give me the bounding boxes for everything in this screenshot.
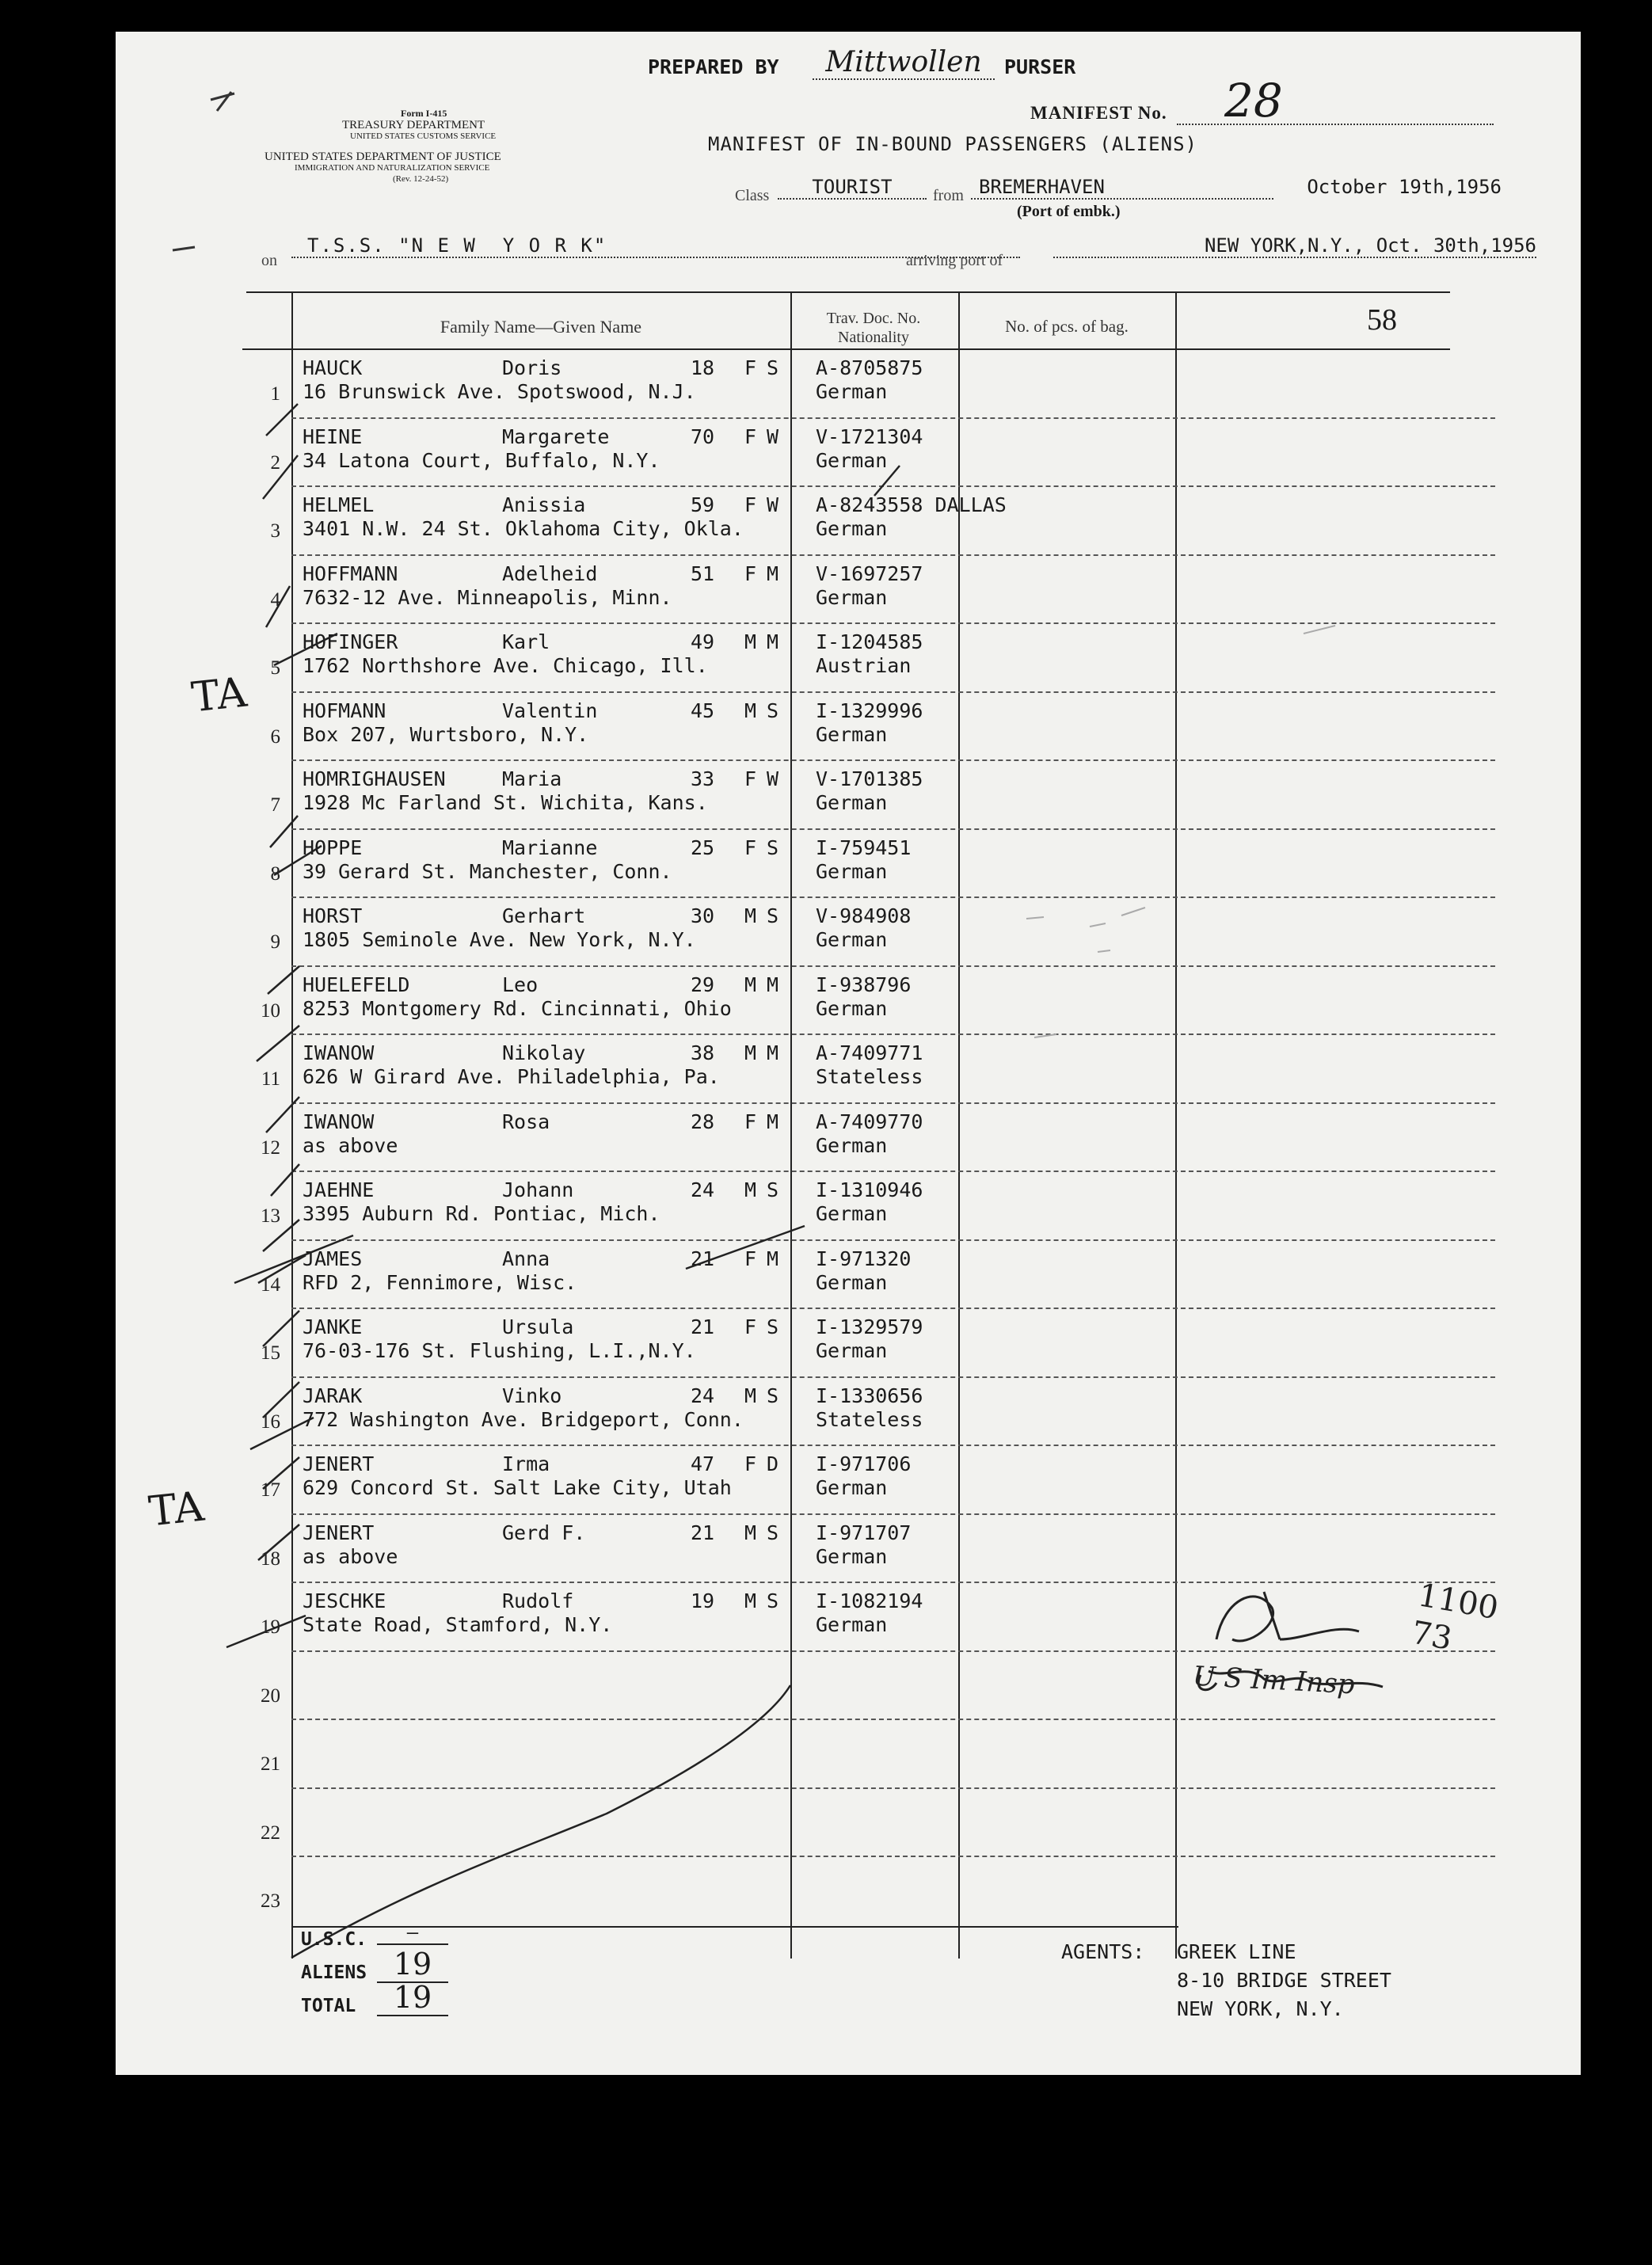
sex: F xyxy=(744,836,757,859)
col-divider-bag xyxy=(958,291,960,1959)
manifest-table xyxy=(116,32,1581,2075)
address: 16 Brunswick Ave. Spotswood, N.J. xyxy=(303,380,696,403)
address: 3395 Auburn Rd. Pontiac, Mich. xyxy=(303,1202,660,1225)
given-name: Valentin xyxy=(502,699,598,722)
manifest-number: 28 xyxy=(1177,78,1494,125)
row-number: 20 xyxy=(261,1684,280,1707)
address: Box 207, Wurtsboro, N.Y. xyxy=(303,722,589,746)
marital-status: M xyxy=(767,561,779,585)
address: 76-03-176 St. Flushing, L.I.,N.Y. xyxy=(303,1339,696,1362)
given-name: Nikolay xyxy=(502,1041,586,1064)
manifest-page xyxy=(116,32,1581,2075)
marital-status: W xyxy=(767,493,779,516)
marital-status: S xyxy=(767,1384,779,1407)
given-name: Doris xyxy=(502,356,562,379)
travel-doc-number: V-984908 xyxy=(816,904,912,927)
given-name: Leo xyxy=(502,973,539,996)
row-number: 16 xyxy=(261,1410,280,1433)
nationality: German xyxy=(816,1613,888,1636)
family-name: JENERT xyxy=(303,1452,375,1475)
address: as above xyxy=(303,1544,398,1568)
sex: F xyxy=(744,493,757,516)
purser-name: Mittwollen xyxy=(813,46,995,80)
row-divider xyxy=(291,1445,1495,1446)
family-name: HAUCK xyxy=(303,356,363,379)
usc-value: — xyxy=(377,1921,448,1945)
row-number: 1 xyxy=(270,383,280,405)
age: 51 xyxy=(691,561,715,585)
nationality: German xyxy=(816,722,888,746)
nationality: German xyxy=(816,928,888,951)
nationality: German xyxy=(816,1270,888,1294)
form-line-5: IMMIGRATION AND NATURALIZATION SERVICE xyxy=(295,163,490,173)
page-number: 58 xyxy=(1367,303,1397,337)
address: 626 W Girard Ave. Philadelphia, Pa. xyxy=(303,1065,720,1088)
aliens-label: ALIENS xyxy=(301,1962,367,1983)
travel-doc-number: I-1310946 xyxy=(816,1178,923,1201)
page-title: MANIFEST OF IN-BOUND PASSENGERS (ALIENS) xyxy=(708,133,1197,155)
row-divider xyxy=(291,1513,1495,1515)
row-number: 23 xyxy=(261,1890,280,1912)
marital-status: M xyxy=(767,1041,779,1064)
row-number: 12 xyxy=(261,1136,280,1159)
table-header-rule xyxy=(242,348,1450,350)
sex: M xyxy=(744,630,757,653)
agents-label: AGENTS: xyxy=(1061,1940,1145,1963)
age: 21 xyxy=(691,1247,715,1270)
travel-doc-number: I-759451 xyxy=(816,836,912,859)
marital-status: M xyxy=(767,973,779,996)
row-divider xyxy=(291,1856,1495,1857)
signature-note: U S Im Insp xyxy=(1192,1660,1356,1701)
given-name: Vinko xyxy=(502,1384,562,1407)
address: 1762 Northshore Ave. Chicago, Ill. xyxy=(303,654,708,677)
given-name: Karl xyxy=(502,630,550,653)
sex: M xyxy=(744,699,757,722)
row-number: 22 xyxy=(261,1822,280,1844)
given-name: Marianne xyxy=(502,836,598,859)
row-divider xyxy=(291,485,1495,487)
family-name: HOMRIGHAUSEN xyxy=(303,767,446,790)
marital-status: S xyxy=(767,699,779,722)
usc-label: U.S.C. xyxy=(301,1929,367,1950)
address: 8253 Montgomery Rd. Cincinnati, Ohio xyxy=(303,996,732,1020)
age: 45 xyxy=(691,699,715,722)
from-label: from xyxy=(933,187,964,204)
nationality: German xyxy=(816,791,888,814)
row-divider xyxy=(291,1582,1495,1583)
address: State Road, Stamford, N.Y. xyxy=(303,1613,613,1636)
form-line-6: (Rev. 12-24-52) xyxy=(393,174,449,184)
family-name: HOFFMANN xyxy=(303,561,398,585)
sex: F xyxy=(744,767,757,790)
signature-annotation: 1100 73 xyxy=(1408,1577,1502,1658)
marital-status: D xyxy=(767,1452,779,1475)
nationality: German xyxy=(816,1202,888,1225)
row-divider xyxy=(291,1102,1495,1104)
address: 39 Gerard St. Manchester, Conn. xyxy=(303,859,672,883)
sex: M xyxy=(744,904,757,927)
row-divider xyxy=(291,1308,1495,1309)
travel-doc-number: I-971320 xyxy=(816,1247,912,1270)
travel-doc-number: I-1204585 xyxy=(816,630,923,653)
marital-status: S xyxy=(767,1589,779,1612)
row-divider xyxy=(291,691,1495,693)
purser-label: PURSER xyxy=(1004,55,1076,78)
age: 29 xyxy=(691,973,715,996)
departure-date: October 19th,1956 xyxy=(1307,176,1502,198)
row-divider xyxy=(291,554,1495,556)
sex: F xyxy=(744,561,757,585)
family-name: JAEHNE xyxy=(303,1178,375,1201)
given-name: Maria xyxy=(502,767,562,790)
row-divider xyxy=(291,896,1495,898)
address: 772 Washington Ave. Bridgeport, Conn. xyxy=(303,1407,744,1431)
nationality: Stateless xyxy=(816,1065,923,1088)
nationality: German xyxy=(816,996,888,1020)
sex: F xyxy=(744,356,757,379)
row-divider xyxy=(291,965,1495,967)
family-name: HOFINGER xyxy=(303,630,398,653)
row-number: 13 xyxy=(261,1205,280,1227)
class-value: TOURIST xyxy=(778,176,927,200)
row-divider xyxy=(291,1376,1495,1378)
nationality: German xyxy=(816,448,888,472)
given-name: Irma xyxy=(502,1452,550,1475)
sex: F xyxy=(744,424,757,448)
family-name: JARAK xyxy=(303,1384,363,1407)
row-divider xyxy=(291,1171,1495,1172)
row-divider xyxy=(291,759,1495,761)
marital-status: M xyxy=(767,1110,779,1133)
row-divider xyxy=(291,417,1495,419)
sex: F xyxy=(744,1247,757,1270)
nationality: German xyxy=(816,1133,888,1157)
family-name: HORST xyxy=(303,904,363,927)
row-divider xyxy=(291,1650,1495,1652)
marital-status: M xyxy=(767,1247,779,1270)
nationality: German xyxy=(816,585,888,609)
nationality: German xyxy=(816,1339,888,1362)
ta-annotation-2: TA xyxy=(147,1483,207,1536)
travel-doc-number: I-1329579 xyxy=(816,1315,923,1338)
row-number: 17 xyxy=(261,1479,280,1501)
marital-status: S xyxy=(767,904,779,927)
row-divider xyxy=(291,622,1495,624)
form-line-3: UNITED STATES CUSTOMS SERVICE xyxy=(350,131,497,141)
prepared-by-label: PREPARED BY xyxy=(648,55,779,78)
row-divider xyxy=(291,828,1495,830)
nationality: German xyxy=(816,517,888,540)
row-number: 19 xyxy=(261,1616,280,1638)
age: 59 xyxy=(691,493,715,516)
row-number: 7 xyxy=(270,794,280,816)
sex: F xyxy=(744,1110,757,1133)
row-number: 11 xyxy=(261,1068,280,1090)
row-number: 4 xyxy=(270,588,280,611)
sex: F xyxy=(744,1452,757,1475)
row-number: 21 xyxy=(261,1753,280,1775)
given-name: Adelheid xyxy=(502,561,598,585)
row-number: 10 xyxy=(261,999,280,1022)
total-label: TOTAL xyxy=(301,1996,356,2016)
sex: M xyxy=(744,1521,757,1544)
family-name: HOPPE xyxy=(303,836,363,859)
family-name: JANKE xyxy=(303,1315,363,1338)
age: 24 xyxy=(691,1178,715,1201)
nationality: Stateless xyxy=(816,1407,923,1431)
row-number: 2 xyxy=(270,451,280,474)
agents-line-1: GREEK LINE xyxy=(1177,1940,1296,1963)
given-name: Rosa xyxy=(502,1110,550,1133)
form-line-2: TREASURY DEPARTMENT xyxy=(342,119,485,131)
age: 21 xyxy=(691,1521,715,1544)
age: 49 xyxy=(691,630,715,653)
column-header-doc: Trav. Doc. No. Nationality xyxy=(826,310,921,346)
sex: M xyxy=(744,1178,757,1201)
sex: M xyxy=(744,1384,757,1407)
nationality: German xyxy=(816,1544,888,1568)
age: 24 xyxy=(691,1384,715,1407)
arriving-port-value: NEW YORK,N.Y., Oct. 30th,1956 xyxy=(1053,234,1536,258)
aliens-value: 19 xyxy=(377,1947,448,1983)
address: 1805 Seminole Ave. New York, N.Y. xyxy=(303,928,696,951)
travel-doc-number: V-1721304 xyxy=(816,424,923,448)
col-divider-doc xyxy=(790,291,792,1959)
row-number: 14 xyxy=(261,1273,280,1296)
row-divider xyxy=(291,1239,1495,1241)
address: 1928 Mc Farland St. Wichita, Kans. xyxy=(303,791,708,814)
address: RFD 2, Fennimore, Wisc. xyxy=(303,1270,577,1294)
row-divider xyxy=(291,1719,1495,1720)
row-divider xyxy=(291,1787,1495,1789)
age: 25 xyxy=(691,836,715,859)
given-name: Anissia xyxy=(502,493,586,516)
travel-doc-number: V-1701385 xyxy=(816,767,923,790)
family-name: HUELEFELD xyxy=(303,973,410,996)
col-divider-right xyxy=(1175,291,1177,1959)
family-name: HEINE xyxy=(303,424,363,448)
family-name: IWANOW xyxy=(303,1110,375,1133)
given-name: Johann xyxy=(502,1178,574,1201)
travel-doc-number: V-1697257 xyxy=(816,561,923,585)
travel-doc-number: A-8705875 xyxy=(816,356,923,379)
nationality: German xyxy=(816,1476,888,1499)
travel-doc-number: A-7409770 xyxy=(816,1110,923,1133)
travel-doc-number: I-938796 xyxy=(816,973,912,996)
travel-doc-number: A-7409771 xyxy=(816,1041,923,1064)
given-name: Anna xyxy=(502,1247,550,1270)
form-line-1: Form I-415 xyxy=(401,108,447,119)
given-name: Gerd F. xyxy=(502,1521,586,1544)
given-name: Rudolf xyxy=(502,1589,574,1612)
manifest-no-label: MANIFEST No. xyxy=(1030,103,1167,123)
row-number: 18 xyxy=(261,1547,280,1570)
row-number: 9 xyxy=(270,931,280,953)
sex: M xyxy=(744,973,757,996)
given-name: Ursula xyxy=(502,1315,574,1338)
address: 7632-12 Ave. Minneapolis, Minn. xyxy=(303,585,672,609)
row-number: 3 xyxy=(270,520,280,542)
marital-status: S xyxy=(767,1315,779,1338)
on-label: on xyxy=(261,252,277,269)
agents-line-3: NEW YORK, N.Y. xyxy=(1177,1997,1344,2020)
marital-status: S xyxy=(767,1178,779,1201)
age: 33 xyxy=(691,767,715,790)
sex: F xyxy=(744,1315,757,1338)
travel-doc-number: I-1330656 xyxy=(816,1384,923,1407)
ta-annotation-1: TA xyxy=(189,668,249,722)
marital-status: W xyxy=(767,424,779,448)
family-name: HELMEL xyxy=(303,493,375,516)
total-value: 19 xyxy=(377,1980,448,2016)
nationality: German xyxy=(816,380,888,403)
family-name: JESCHKE xyxy=(303,1589,386,1612)
age: 70 xyxy=(691,424,715,448)
marital-status: S xyxy=(767,836,779,859)
age: 21 xyxy=(691,1315,715,1338)
row-number: 8 xyxy=(270,862,280,885)
row-number: 6 xyxy=(270,725,280,748)
family-name: JENERT xyxy=(303,1521,375,1544)
sex: M xyxy=(744,1589,757,1612)
agents-line-2: 8-10 BRIDGE STREET xyxy=(1177,1969,1391,1992)
marital-status: S xyxy=(767,1521,779,1544)
family-name: JAMES xyxy=(303,1247,363,1270)
arriving-port-label: arriving port of xyxy=(906,252,1003,269)
travel-doc-number: I-971707 xyxy=(816,1521,912,1544)
port-of-embarkation-label: (Port of embk.) xyxy=(1017,203,1121,220)
family-name: HOFMANN xyxy=(303,699,386,722)
travel-doc-number: I-971706 xyxy=(816,1452,912,1475)
age: 38 xyxy=(691,1041,715,1064)
nationality: Austrian xyxy=(816,654,912,677)
marital-status: W xyxy=(767,767,779,790)
address: 34 Latona Court, Buffalo, N.Y. xyxy=(303,448,660,472)
nationality: German xyxy=(816,859,888,883)
marital-status: M xyxy=(767,630,779,653)
travel-doc-number: A-8243558 DALLAS xyxy=(816,493,1007,516)
travel-doc-number: I-1329996 xyxy=(816,699,923,722)
given-name: Gerhart xyxy=(502,904,586,927)
column-header-name: Family Name—Given Name xyxy=(440,317,642,337)
column-header-bag: No. of pcs. of bag. xyxy=(1005,317,1129,336)
form-line-4: UNITED STATES DEPARTMENT OF JUSTICE xyxy=(265,150,501,163)
marital-status: S xyxy=(767,356,779,379)
from-value: BREMERHAVEN xyxy=(971,176,1273,200)
given-name: Margarete xyxy=(502,424,610,448)
table-top-rule xyxy=(246,291,1450,293)
address: as above xyxy=(303,1133,398,1157)
travel-doc-number: I-1082194 xyxy=(816,1589,923,1612)
address: 3401 N.W. 24 St. Oklahoma City, Okla. xyxy=(303,517,744,540)
age: 30 xyxy=(691,904,715,927)
row-divider xyxy=(291,1034,1495,1035)
age: 19 xyxy=(691,1589,715,1612)
age: 28 xyxy=(691,1110,715,1133)
row-number: 5 xyxy=(270,657,280,679)
age: 47 xyxy=(691,1452,715,1475)
age: 18 xyxy=(691,356,715,379)
sex: M xyxy=(744,1041,757,1064)
col-divider-left xyxy=(291,291,293,1959)
address: 629 Concord St. Salt Lake City, Utah xyxy=(303,1476,732,1499)
class-label: Class xyxy=(735,187,770,204)
row-number: 15 xyxy=(261,1342,280,1364)
ship-name: T.S.S. "N E W Y O R K" xyxy=(291,234,1020,258)
family-name: IWANOW xyxy=(303,1041,375,1064)
